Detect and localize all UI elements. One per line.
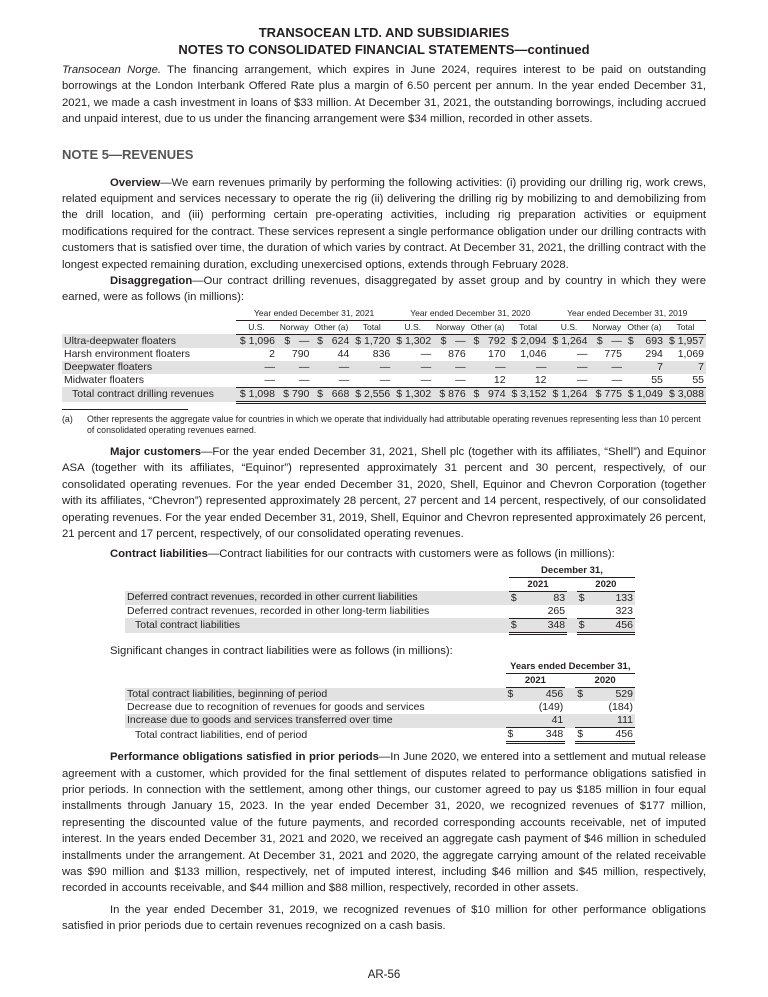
page-number: AR-56 [367,969,401,981]
cell: $ 1,049 [624,387,665,402]
currency: $ [575,688,593,702]
lead: Overview [110,176,161,189]
table-row [62,334,706,348]
lead: Transocean Norge. [62,64,162,76]
footnote-mark: (a) [62,413,73,424]
table-row [125,618,635,633]
cell: $ 668 [311,387,351,402]
footnote-rule [62,409,188,410]
column-header: Norway [433,320,467,334]
contract-liabilities-table [125,564,635,635]
row-label: Deferred contract revenues, recorded in other long-term liabilities [127,604,430,617]
row-label: Decrease due to recognition of revenues for goods and services [127,701,425,714]
cell: 456 [523,688,565,702]
column-header: 2020 [575,674,635,688]
column-header: Total [351,320,392,334]
cell: 41 [523,714,565,728]
column-header: 2021 [509,577,567,591]
currency [506,714,524,728]
page-content [62,24,706,935]
cell: $ 876 [433,387,467,402]
currency: $ [577,591,594,605]
cell: 348 [526,618,567,633]
table-row [125,591,635,605]
table-row [125,714,635,728]
table-row [125,688,635,702]
column-header: U.S. [236,320,277,334]
cell: 529 [593,688,635,702]
cell: $ 3,088 [665,387,706,402]
table-row [62,374,706,388]
cell: $ 693 [624,334,665,348]
cell: 55 [624,374,665,388]
overview-paragraph [62,175,706,273]
contract-liabilities-paragraph [62,546,706,562]
cell: 83 [526,591,567,605]
cell: — [577,347,588,360]
cell: — [277,374,311,388]
column-header: U.S. [549,320,590,334]
cell: 775 [604,347,622,360]
lead: Contract liabilities [110,548,208,561]
cell: 7 [665,361,706,374]
prior-period-revenues-paragraph: In the year ended December 31, 2019, we recognized revenues of $10 million for other performance obligations satisfied in prior periods due to certain revenues recognized on a cash basis. [62,903,706,933]
cell: — [420,347,432,360]
cell: 2 [269,347,275,360]
significant-changes-paragraph: Significant changes in contract liabilities were as follows (in millions): [110,644,453,657]
cell: — [311,374,351,388]
cell: 456 [593,728,635,743]
cell: 790 [291,347,310,360]
text: —In June 2020, we entered into a settlement and mutual release agreement with a customer, which provided for the final settlement of disputes related to performance obligations satisfied in prior periods. In connection with the settlement, among other things, our customer agreed to pay us $185 million in four equal installments through January 15, 2023. In the year ended December 31, 2020, we recognized revenues of $177 million, representing the discounted value of the future payments, and recorded corresponding accounts receivable, net of imputed interest. In the years ended December 31, 2021 and 2020, we received an aggregate cash payment of $46 million in scheduled installments under the arrangement. At December 31, 2021 and 2020, the aggregate carrying amount of the related receivable was $90 million and $133 million, respectively, net of imputed interest, including $46 million and $45 million, respectively, recorded in accounts receivable, and $44 million and $88 million, respectively, recorded in other assets. [62,751,707,895]
currency [575,701,593,714]
column-header: Other (a) [311,320,351,334]
period-header: Year ended December 31, 2021 [236,307,392,321]
cell: 55 [665,374,706,388]
text: —For the year ended December 31, 2021, Shell plc (together with its affiliates, “Shell”) and Equinor ASA (together with its affiliates, “Equinor”) represented approximately 31 percent and 30 percent, respectively, of our consolidated operating revenues. For the year ended December 31, 2020, Shell, Equinor and Chevron Corporation (together with its affiliates, “Chevron”) represented approximately 28 percent, 27 percent and 14 percent, respectively, of our consolidated operating revenues. For the year ended December 31, 2019, Shell, Equinor and Chevron represented approximately 26 percent, 21 percent and 17 percent, respectively, of our consolidated operating revenues. [62,445,707,540]
text: —We earn revenues primarily by performing the following activities: (i) providing our drilling rig, work crews, related equipment and services necessary to operate the rig (ii) delivering the drilling rig by mobilizing to and demobilizing from the drill location, and (iii) performing certain pre-operating activities, including rig preparation activities or equipment modifications required for the contract. These services represent a single performance obligation under our drilling contracts with customers that is satisfied over time, the duration of which varies by contract. At December 31, 2021, the drilling contract with the longest expected remaining duration, excluding unexercised options, extends through February 2028. [62,176,706,271]
table-row [62,361,706,374]
table-row [62,387,706,402]
company-title: TRANSOCEAN LTD. AND SUBSIDIARIES [258,25,510,40]
cell: $ 1,098 [236,387,277,402]
section-title: NOTES TO CONSOLIDATED FINANCIAL STATEMENTS—continued [178,42,590,57]
cell: $ — [277,334,311,348]
currency: $ [509,618,526,633]
cell: $ 1,264 [549,387,590,402]
cell: — [508,361,549,374]
cell: 1,046 [520,347,547,360]
cell: $ 1,957 [665,334,706,348]
currency: $ [506,688,524,702]
row-label: Ultra-deepwater floaters [62,334,236,348]
norge-paragraph [62,62,706,128]
cell: 456 [594,618,635,633]
column-header: Total [665,320,706,334]
period-header: December 31, [509,564,635,578]
cell: $ 3,152 [508,387,549,402]
cell: 876 [448,347,466,360]
cell: — [433,374,467,388]
cell: — [392,361,433,374]
row-label: Deferred contract revenues, recorded in other current liabilities [125,591,509,605]
cell: — [433,361,467,374]
cell: — [311,361,351,374]
cell: $ 790 [277,387,311,402]
cell: 111 [593,714,635,728]
currency [509,605,526,619]
cell: $ — [433,334,467,348]
major-customers-paragraph [62,444,706,542]
cell: $ 624 [311,334,351,348]
cell: $ 2,556 [351,387,392,402]
cell: $ 792 [468,334,508,348]
cell: 836 [372,347,391,360]
text: —Contract liabilities for our contracts with customers were as follows (in millions): [207,548,615,561]
text: The financing arrangement, which expires in June 2024, requires interest to be paid on outstanding borrowings at the London Interbank Offered Rate plus a margin of 6.50 percent per annum. In the year ended December 31, 2021, we made a cash investment in loans of $33 million. At December 31, 2021, the outstanding borrowings, including accrued and unpaid interest, due to us under the financing arrangement were $34 million, recorded in other assets. [62,64,706,126]
lead: Performance obligations satisfied in prior periods [110,751,379,764]
cell: (149) [538,701,564,714]
performance-obligations-paragraph [62,749,706,897]
cell: $ 1,264 [549,334,590,348]
cell: 265 [526,605,567,619]
currency [506,701,524,714]
lead: Disaggregation [110,275,193,288]
cell: $ 1,096 [236,334,277,348]
period-header: Year ended December 31, 2020 [392,307,548,321]
cell: — [236,361,277,374]
currency: $ [575,728,593,743]
period-header: Year ended December 31, 2019 [549,307,706,321]
row-label: Total contract drilling revenues [62,387,236,402]
row-label: Midwater floaters [64,374,144,387]
cell: — [351,361,392,374]
disaggregation-paragraph [62,273,706,306]
cell: — [236,374,277,388]
column-header: Norway [590,320,624,334]
cell: 44 [337,347,350,360]
cell: $ 1,720 [351,334,392,348]
footnote-text: Other represents the aggregate value for countries in which we operate that individually had attributable operating revenues representing less than 10 percent of consolidated operating revenues earned. [87,413,701,435]
revenues-table [62,307,706,404]
cell: $ 974 [468,387,508,402]
cell: 7 [624,361,665,374]
cell: — [590,361,624,374]
currency [575,714,593,728]
column-header: U.S. [392,320,433,334]
cell: — [590,374,624,388]
contract-liabilities-changes-table [125,660,635,744]
cell: — [549,361,590,374]
period-header: Years ended December 31, [506,660,635,674]
currency [577,605,594,619]
table-row [125,701,635,714]
row-label: Total contract liabilities, end of period [135,728,308,741]
cell: 348 [523,728,565,743]
cell: 294 [645,347,663,360]
cell: 133 [594,591,635,605]
currency: $ [509,591,526,605]
cell: 12 [508,374,549,388]
cell: (184) [608,701,633,714]
cell: $ 2,094 [508,334,549,348]
column-header: Total [508,320,549,334]
cell: — [468,361,508,374]
note-heading: NOTE 5—REVENUES [62,146,194,162]
column-header: 2020 [577,577,635,591]
cell: — [392,374,433,388]
cell: — [277,361,311,374]
column-header: Other (a) [468,320,508,334]
cell: 323 [594,605,635,619]
cell: 170 [488,347,506,360]
cell: $ 775 [590,387,624,402]
row-label: Increase due to goods and services transferred over time [125,714,506,728]
currency: $ [577,618,594,633]
cell: 12 [468,374,508,388]
footnote [62,414,706,436]
currency: $ [506,728,524,743]
cell: $ — [590,334,624,348]
column-header: Norway [277,320,311,334]
cell: $ 1,302 [392,387,433,402]
table-row [62,348,706,361]
text: —Our contract drilling revenues, disaggregated by asset group and by country in which they were earned, were as follows (in millions): [62,275,706,304]
cell: $ 1,302 [392,334,433,348]
cell: 1,069 [677,347,704,360]
cell: — [351,374,392,388]
column-header: 2021 [506,674,566,688]
row-label: Deepwater floaters [62,361,236,374]
column-header: Other (a) [624,320,665,334]
cell: — [549,374,590,388]
table-row [125,605,635,619]
row-label: Total contract liabilities, beginning of period [125,688,506,702]
lead: Major customers [110,445,202,458]
row-label: Harsh environment floaters [64,347,191,360]
table-row [125,728,635,743]
row-label: Total contract liabilities [125,618,509,633]
